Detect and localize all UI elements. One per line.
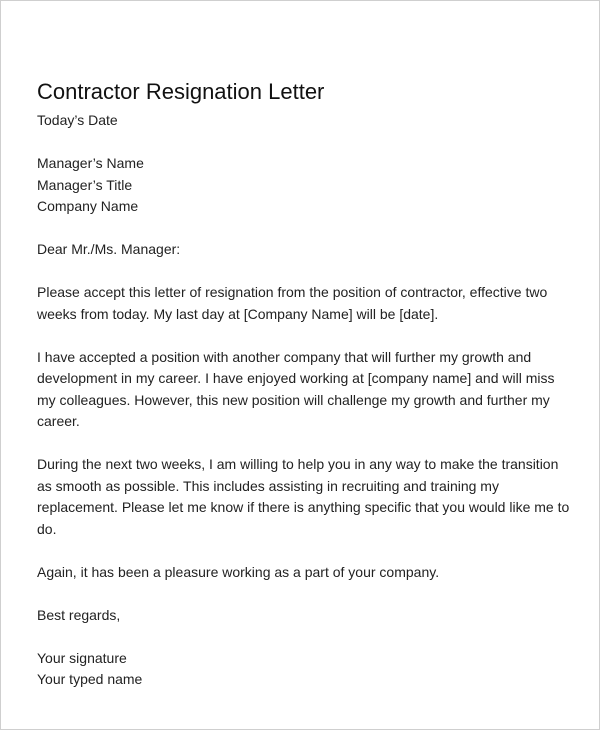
recipient-block [37, 153, 577, 218]
spacer [37, 132, 577, 154]
closing: Best regards, [37, 606, 121, 623]
spacer [37, 540, 577, 562]
signature-block [37, 648, 577, 691]
letter-date: Today’s Date [37, 112, 118, 128]
paragraph-resignation: Please accept this letter of resignation from the position of contractor, effective two weeks from today. My last day at [Company Name] will be [date]. [37, 284, 548, 322]
recipient-title: Manager’s Title [37, 176, 133, 193]
recipient-company: Company Name [37, 198, 139, 214]
paragraph-thanks: Again, it has been a pleasure working as a part of your company. [37, 563, 440, 580]
salutation: Dear Mr./Ms. Manager: [37, 241, 181, 257]
spacer [37, 433, 577, 455]
spacer [37, 261, 577, 283]
letter-body [37, 79, 577, 691]
signature-line: Your signature [37, 649, 127, 666]
paragraph-transition: During the next two weeks, I am willing to help you in any way to make the transition as smooth as possible. This includes assisting in recruiting and training my replacement. Please let me know if there is anything specific that you would like me to do. [37, 456, 570, 537]
spacer [37, 325, 577, 347]
spacer [37, 626, 577, 648]
spacer [37, 218, 577, 240]
paragraph-new-position: I have accepted a position with another company that will further my growth and development in my career. I have enjoyed working at [company name] and will miss my colleagues. However, this new position will challenge my growth and further my career. [37, 348, 555, 429]
recipient-name: Manager’s Name [37, 155, 144, 171]
spacer [37, 583, 577, 605]
letter-title: Contractor Resignation Letter [37, 79, 325, 104]
typed-name: Your typed name [37, 671, 143, 687]
